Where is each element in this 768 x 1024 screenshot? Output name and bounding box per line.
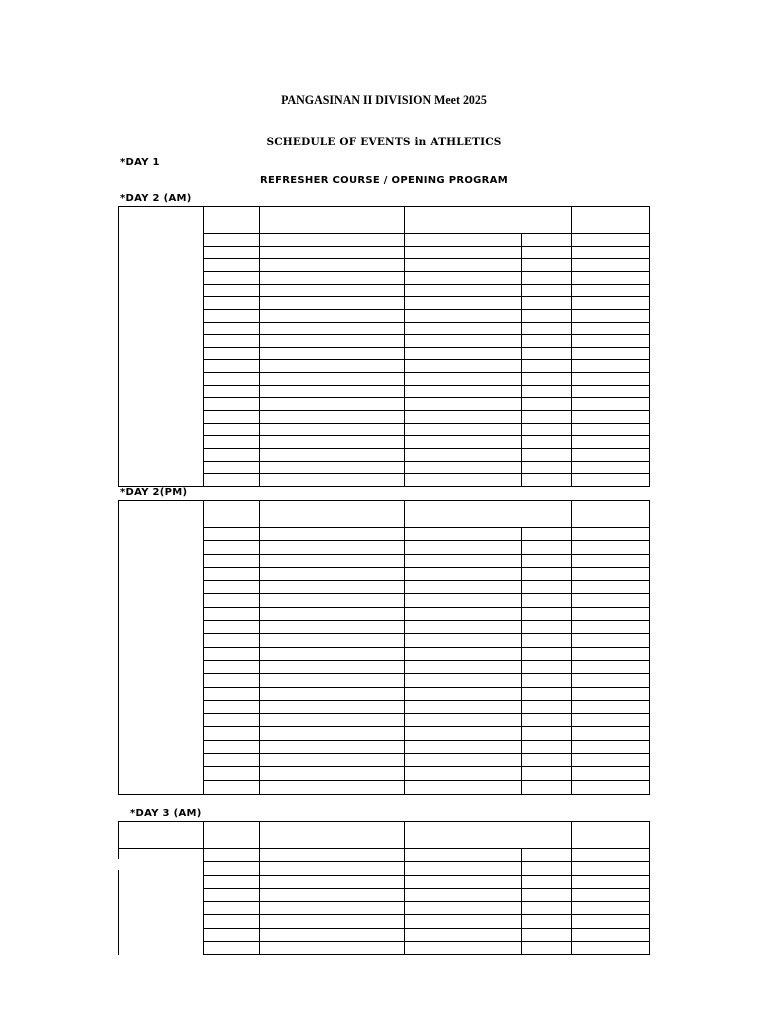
table-row-rule — [203, 687, 650, 688]
header-divider — [203, 233, 650, 234]
table-row-rule — [203, 620, 650, 621]
table-row-rule — [203, 647, 650, 648]
table-row-rule — [203, 397, 650, 398]
table-row-rule — [203, 928, 650, 929]
table-row-rule — [203, 580, 650, 581]
table-row-rule — [203, 410, 650, 411]
table-row-rule — [203, 385, 650, 386]
table-row-rule — [203, 448, 650, 449]
table-row-rule — [203, 258, 650, 259]
table-row-rule — [203, 888, 650, 889]
table-row-rule — [203, 540, 650, 541]
table-row-rule — [203, 423, 650, 424]
table-row-rule — [203, 726, 650, 727]
header-divider — [118, 848, 204, 849]
day1-label: *DAY 1 — [120, 157, 160, 168]
table-row-rule — [203, 660, 650, 661]
table-row-rule — [203, 941, 650, 942]
table-row-rule — [203, 461, 650, 462]
table-row-rule — [203, 372, 650, 373]
schedule-heading: SCHEDULE OF EVENTS in ATHLETICS — [266, 136, 502, 148]
table-row-rule — [203, 284, 650, 285]
table-row-rule — [203, 554, 650, 555]
table-left-border — [118, 821, 119, 859]
table-row-rule — [203, 861, 650, 862]
table-left-border — [118, 206, 119, 487]
table-row-rule — [203, 780, 650, 781]
section-label-day3-am: *DAY 3 (AM) — [130, 808, 202, 819]
table-row-rule — [203, 633, 650, 634]
document-title: PANGASINAN II DIVISION Meet 2025 — [281, 92, 487, 107]
header-divider — [203, 848, 650, 849]
table-left-border — [118, 870, 119, 955]
table-row-rule — [203, 435, 650, 436]
header-divider — [203, 527, 650, 528]
table-row-rule — [203, 322, 650, 323]
table-row-rule — [203, 473, 650, 474]
table-row-rule — [203, 766, 650, 767]
section-label-day2-pm: *DAY 2(PM) — [120, 487, 188, 498]
table-row-rule — [203, 713, 650, 714]
table-row-rule — [203, 673, 650, 674]
table-row-rule — [203, 875, 650, 876]
table-row-rule — [203, 347, 650, 348]
section-label-day2-am: *DAY 2 (AM) — [120, 193, 192, 204]
table-row-rule — [203, 914, 650, 915]
table-row-rule — [203, 753, 650, 754]
table-row-rule — [203, 309, 650, 310]
table-row-rule — [203, 593, 650, 594]
table-row-rule — [203, 246, 650, 247]
table-row-rule — [203, 607, 650, 608]
table-left-border — [118, 500, 119, 795]
table-row-rule — [203, 901, 650, 902]
table-row-rule — [203, 567, 650, 568]
table-row-rule — [203, 740, 650, 741]
table-row-rule — [203, 296, 650, 297]
day1-activity: REFRESHER COURSE / OPENING PROGRAM — [260, 175, 508, 186]
table-bottom-border — [203, 954, 650, 955]
table-row-rule — [203, 271, 650, 272]
table-row-rule — [203, 700, 650, 701]
table-row-rule — [203, 334, 650, 335]
table-row-rule — [203, 359, 650, 360]
